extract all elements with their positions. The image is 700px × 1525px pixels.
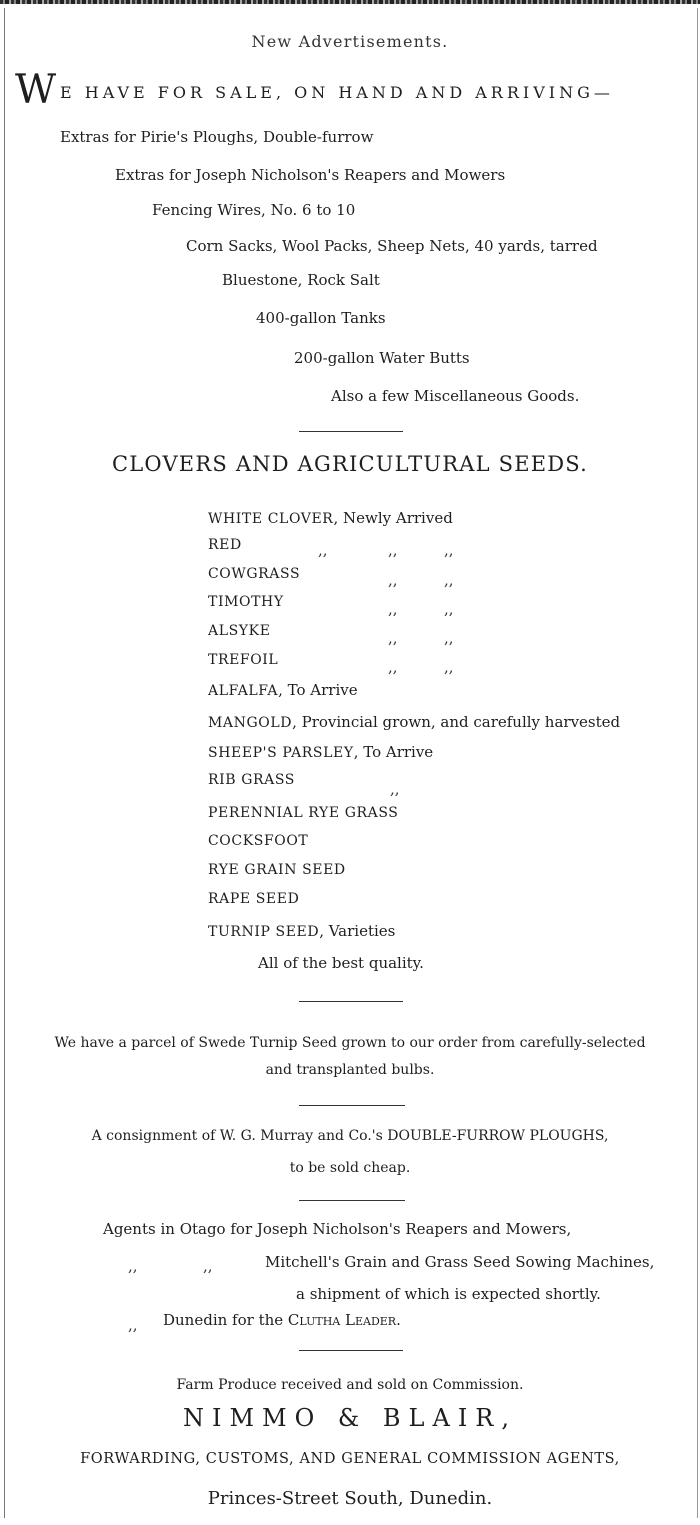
intro-line: E HAVE FOR SALE, ON HAND AND ARRIVING— [60, 83, 614, 102]
commission-line: Farm Produce received and sold on Commission. [176, 1377, 524, 1393]
divider-rule [299, 1001, 403, 1002]
agents-line-4: Dunedin for the Clutha Leader. [163, 1311, 401, 1329]
seed-item: TURNIP SEED, Varieties [208, 922, 396, 940]
ditto-mark: ,, [318, 541, 328, 559]
seed-item: ALFALFA, To Arrive [208, 681, 358, 699]
sale-item: Extras for Joseph Nicholson's Reapers and Mowers [115, 166, 506, 184]
ditto-mark: ,, [388, 600, 398, 618]
firm-description: FORWARDING, CUSTOMS, AND GENERAL COMMISSION AGENTS, [80, 1451, 620, 1467]
ditto-mark: ,, [203, 1257, 213, 1275]
seed-item: ALSYKE [208, 623, 271, 639]
sale-item: Bluestone, Rock Salt [222, 271, 380, 289]
ditto-mark: ,, [388, 541, 398, 559]
swede-line-1: We have a parcel of Swede Turnip Seed grown to our order from carefully-selected [54, 1035, 646, 1051]
quality-note: All of the best quality. [258, 954, 424, 972]
divider-rule [299, 1350, 403, 1351]
sale-item: Corn Sacks, Wool Packs, Sheep Nets, 40 yards, tarred [186, 237, 598, 255]
sale-item: 400-gallon Tanks [256, 309, 386, 327]
ditto-mark: ,, [444, 658, 454, 676]
section-header: New Advertisements. [251, 32, 449, 51]
ditto-mark: ,, [390, 780, 400, 798]
right-column-rule [697, 8, 698, 1518]
firm-address: Princes-Street South, Dunedin. [207, 1488, 493, 1509]
ditto-mark: ,, [128, 1257, 138, 1275]
divider-rule [299, 431, 403, 432]
seed-item: WHITE CLOVER, Newly Arrived [208, 509, 453, 527]
seed-item: PERENNIAL RYE GRASS [208, 805, 399, 821]
ditto-mark: ,, [388, 658, 398, 676]
seed-item: COWGRASS [208, 566, 301, 582]
seed-item: SHEEP'S PARSLEY, To Arrive [208, 743, 434, 761]
seeds-heading: CLOVERS AND AGRICULTURAL SEEDS. [111, 452, 589, 476]
sale-item: Fencing Wires, No. 6 to 10 [152, 201, 356, 219]
firm-name: NIMMO & BLAIR, [182, 1404, 517, 1432]
seed-item: RAPE SEED [208, 891, 300, 907]
ditto-mark: ,, [444, 629, 454, 647]
seed-item: TREFOIL [208, 652, 279, 668]
seed-item: RED [208, 537, 242, 553]
divider-rule [299, 1200, 405, 1201]
agents-line-3: a shipment of which is expected shortly. [296, 1285, 601, 1303]
sale-item: Extras for Pirie's Ploughs, Double-furrow [60, 128, 374, 146]
newspaper-name: Clutha Leader. [287, 1311, 401, 1329]
ditto-mark: ,, [388, 629, 398, 647]
seed-item: COCKSFOOT [208, 833, 309, 849]
seed-item: MANGOLD, Provincial grown, and carefully harvested [208, 713, 621, 731]
agents-line-1: Agents in Otago for Joseph Nicholson's Reapers and Mowers, [103, 1220, 572, 1238]
seed-item: RYE GRAIN SEED [208, 862, 346, 878]
seed-item: TIMOTHY [208, 594, 284, 610]
sale-item: Also a few Miscellaneous Goods. [331, 387, 580, 405]
ditto-mark: ,, [128, 1316, 138, 1334]
agents-line-2: Mitchell's Grain and Grass Seed Sowing Machines, [265, 1253, 655, 1271]
ploughs-line-1: A consignment of W. G. Murray and Co.'s DOUBLE-FURROW PLOUGHS, [91, 1128, 609, 1144]
seed-item: RIB GRASS [208, 772, 295, 788]
ditto-mark: ,, [444, 600, 454, 618]
top-border-rule [0, 0, 700, 4]
swede-line-2: and transplanted bulbs. [265, 1062, 435, 1078]
ditto-mark: ,, [388, 571, 398, 589]
divider-rule [299, 1105, 405, 1106]
ditto-mark: ,, [444, 571, 454, 589]
ploughs-line-2: to be sold cheap. [289, 1160, 411, 1176]
sale-item: 200-gallon Water Butts [294, 349, 470, 367]
ditto-mark: ,, [444, 541, 454, 559]
drop-initial: W [15, 67, 57, 113]
left-column-rule [4, 8, 5, 1518]
